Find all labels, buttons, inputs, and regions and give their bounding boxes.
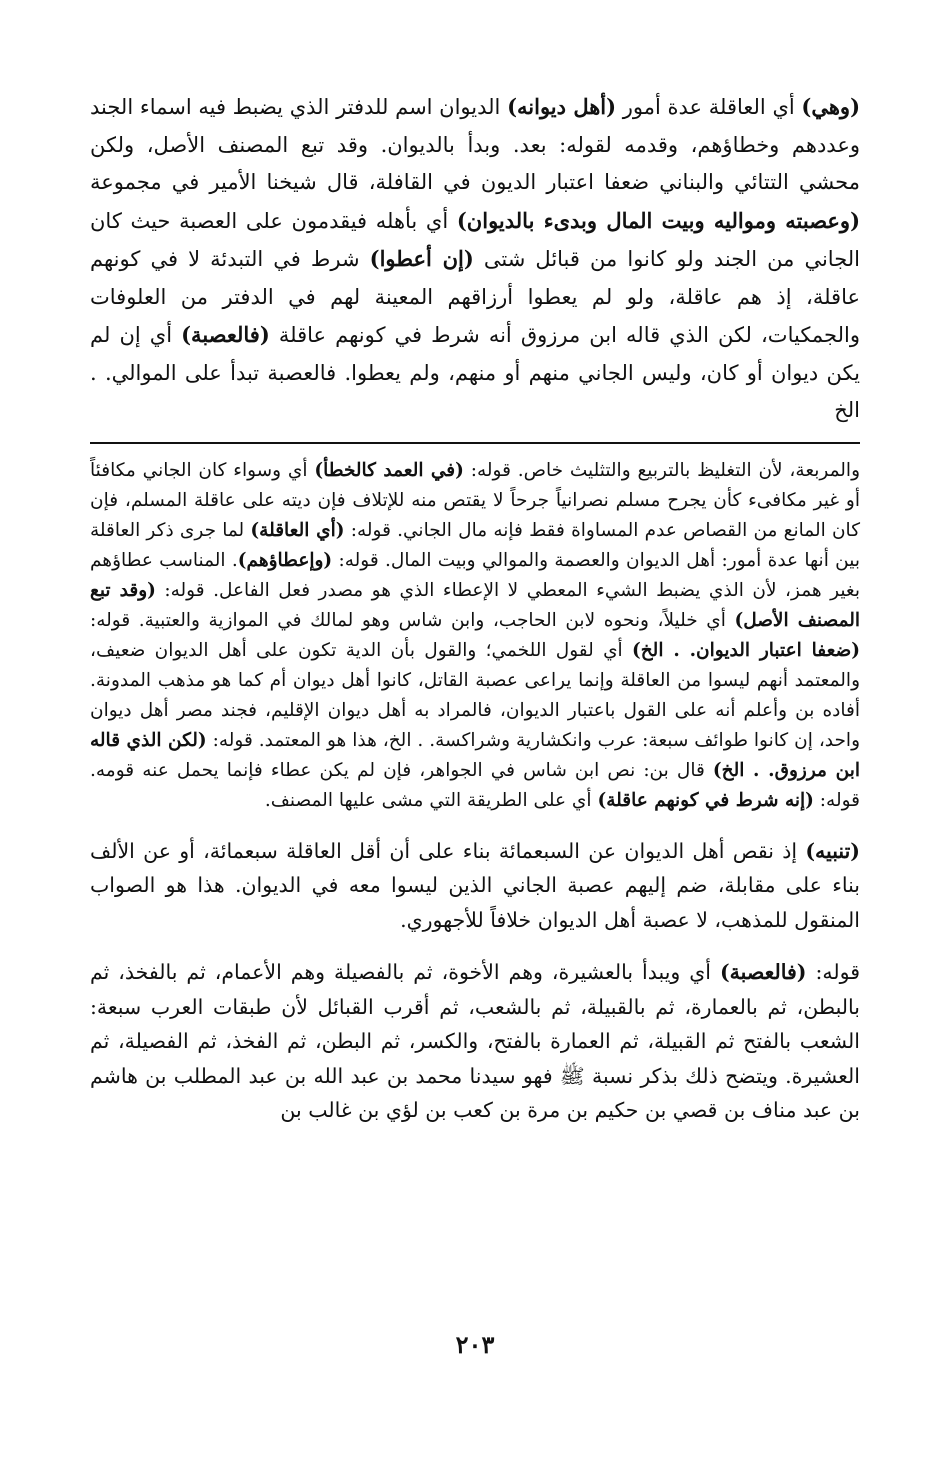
main-bold-term: (أهل ديوانه) (507, 94, 617, 119)
main-text: أي بأهله فيقدمون على العصبة حيث كان الجاني من الجند ولو كانوا من قبائل شتى (90, 208, 860, 271)
commentary-text: قوله: (806, 960, 860, 984)
footnote-bold-term: (لكن الذي قاله ابن مرزوق. . الخ) (90, 729, 860, 781)
footnote-text: . المناسب عطاؤهم بغير همز، لأن الذي يضبط الشيء المعطي لا الإعطاء الذي هو مصدر فعل الفاعل. قوله: (90, 549, 861, 601)
footnote-text: أي وسواء كان الجاني مكافئاً أو غير مكافىء كأن يجرح مسلم نصرانياً جرحاً لا يقتص منه للإتلاف فإن ديته على عاقلة المسلم، فإن كان المانع من القصاص عدم المساواة فقط فإنه مال الجاني. قوله: (90, 459, 860, 541)
main-text: الديوان اسم للدفتر الذي يضبط فيه اسماء الجند وعددهم وخطاؤهم، وقدمه لقوله: بعد. وبدأ بالديوان. وقد تبع المصنف الأصل، ولكن محشي التتائي والبناني ضعفا اعتبار الديون في القافلة، قال شيخنا الأمير في مجموعة (90, 95, 860, 194)
footnote-bold-term: (وإعطاؤهم) (237, 549, 333, 571)
footnote-bold-term: (في العمد كالخطأ) (314, 459, 464, 481)
commentary-bold-term: (فالعصبة) (719, 960, 807, 984)
footnote-bold-term: (ضعفا اعتبار الديوان. . الخ) (631, 639, 860, 661)
main-bold-term: (فالعصبة) (181, 322, 270, 347)
main-text: أي العاقلة عدة أمور (616, 95, 802, 119)
footnote-bold-term: (أي العاقلة) (250, 519, 345, 541)
main-bold-term: (وهي) (801, 94, 861, 119)
footnote-text: لما جرى ذكر العاقلة بين أنها عدة أمور: أهل الديوان والعصمة والموالي وبيت المال. قوله: (90, 519, 860, 571)
footnote-bold-term: (إنه شرط في كونهم عاقلة) (597, 789, 814, 811)
footnote-separator (90, 442, 860, 444)
main-text-paragraph (90, 88, 860, 430)
main-text: أي إن لم يكن ديوان أو كان، وليس الجاني منهم أو منهم، ولم يعطوا. فالعصبة تبدأ على الموالي. . الخ (90, 323, 860, 422)
page-number: ٢٠٣ (455, 1330, 495, 1359)
tanbih-text: إذ نقص أهل الديوان عن السبعمائة بناء على أن أقل العاقلة سبعمائة، أو عن الألف بناء على مقابلة، ضم إليهم عصبة الجاني الذين ليسوا معه في الديوان. هذا هو الصواب المنقول للمذهب، لا عصبة أهل الديوان خلافاً للأجهوري. (90, 838, 860, 932)
main-bold-term: (إن أعطوا) (369, 246, 474, 271)
main-bold-term: (وعصبته ومواليه وبيت المال وبدىء بالديوان) (456, 207, 861, 233)
main-text: شرط في التبدئة لا في كونهم عاقلة، إذ هم عاقلة، ولو لم يعطوا أرزاقهم المعينة لهم في الدفتر من العلوفات والجمكيات، لكن الذي قاله ابن مرزوق أنه شرط في كونهم عاقلة (90, 247, 860, 347)
tanbih-paragraph (90, 834, 860, 938)
book-page (90, 88, 860, 1128)
commentary-paragraph (90, 955, 860, 1128)
footnote-text: قال بن: نص ابن شاس في الجواهر، فإن لم يكن عطاء فإنما يحمل عنه قومه. قوله: (90, 759, 860, 811)
footnote-text: أي خليلاً، ونحوه لابن الحاجب، وابن شاس وهو لمالك في الموازية والعتبية. قوله: (90, 609, 735, 631)
footnote-text: والمربعة، لأن التغليظ بالتربيع والتثليث خاص. قوله: (463, 459, 861, 481)
footnote-text: أي على الطريقة التي مشى عليها المصنف. (264, 789, 598, 811)
commentary-text: أي ويبدأ بالعشيرة، وهم الأخوة، ثم بالفصيلة وهم الأعمام، ثم بالفخذ، ثم بالبطن، ثم بالعمارة، ثم بالقبيلة، ثم بالشعب، ثم أقرب القبائل لأن طبقات العرب سبعة: الشعب بالفتح ثم القبيلة، ثم العمارة بالفتح، والكسر، ثم البطن، ثم الفخذ، ثم الفصيلة، ثم العشيرة. ويتضح ذلك بذكر نسبة ﷺ فهو سيدنا محمد بن عبد الله بن عبد المطلب بن هاشم بن عبد مناف بن قصي بن حكيم بن مرة بن كعب بن لؤي بن غالب بن (90, 960, 860, 1122)
tanbih-bold-term: (تنبيه) (805, 838, 860, 863)
footnote-paragraph (90, 456, 860, 816)
footnote-bold-term: (وقد تبع المصنف الأصل) (90, 579, 860, 631)
footnote-text: أي لقول اللخمي؛ والقول بأن الدية تكون على أهل الديوان ضعيف، والمعتمد أنهم ليسوا من العاقلة وإنما يراعى عصبة القاتل، كانوا أهل ديوان أم كما هو مذهب المدونة. أفاده بن وأعلم أنه على القول باعتبار الديوان، فالمراد به أهل ديوان الإقليم، فجند مصر أهل ديوان واحد، إن كانوا طوائف سبعة: عرب وانكشارية وشراكسة. . الخ، هذا هو المعتمد. قوله: (90, 639, 861, 751)
